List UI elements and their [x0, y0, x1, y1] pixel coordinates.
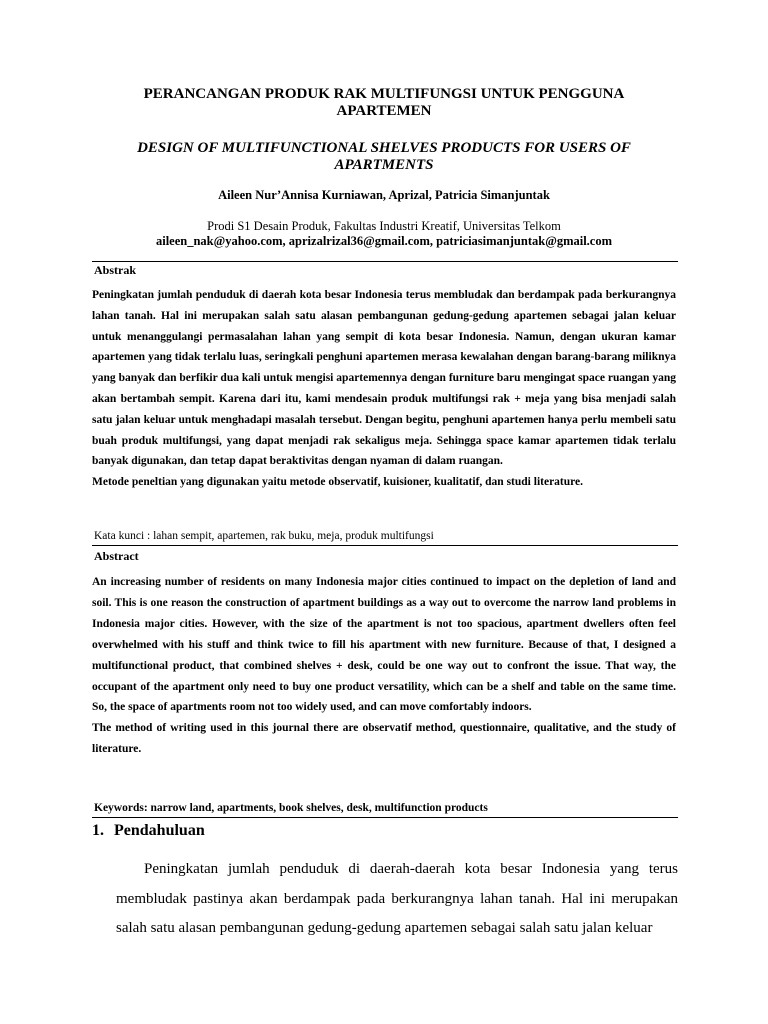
paper-subtitle: DESIGN OF MULTIFUNCTIONAL SHELVES PRODUCTS FOR USERS OF APARTMENTS: [137, 140, 631, 173]
section-number: 1.: [92, 822, 104, 839]
author-emails: aileen_nak@yahoo.com, aprizalrizal36@gmail.com, patriciasimanjuntak@gmail.com: [155, 234, 613, 248]
keywords: Keywords: narrow land, apartments, book shelves, desk, multifunction products: [94, 802, 488, 814]
abstract-paragraph: An increasing number of residents on many Indonesia major cities continued to impact on the depletion of land and soil. This is one reason the construction of apartment buildings as a way out to overcome the narrow land problems in Indonesia major cities. However, with the size of the apartment is not too spacious, apartment dwellers often feel overwhelmed with his stuff and think twice to fill his apartment with new furniture. Because of that, I designed a multifunctional product, that combined shelves + desk, could be one way out to confront the issue. That way, the occupant of the apartment only need to buy one product versatility, which can be a shelf and table on the same time. So, the space of apartments room not too widely used, and can move comfortably indoors.: [92, 576, 676, 714]
affiliation: Prodi S1 Desain Produk, Fakultas Industri Kreatif, Universitas Telkom: [207, 219, 561, 233]
author-list: Aileen Nur’Annisa Kurniawan, Aprizal, Patricia Simanjuntak: [218, 188, 550, 202]
paper-title: PERANCANGAN PRODUK RAK MULTIFUNGSI UNTUK PENGGUNA APARTEMEN: [143, 86, 625, 119]
abstrak-paragraph: Peningkatan jumlah penduduk di daerah kota besar Indonesia terus membludak dan berdampak pada berkurangnya lahan tanah. Hal ini merupakan salah satu alasan pembangunan gedung-gedung apartemen sebagai jalan keluar untuk menanggulangi permasalahan lahan yang sempit di kota besar Indonesia. Namun, dengan ukuran kamar apartemen yang tidak terlalu luas, seringkali penghuni apartemen merasa kewalahan dengan barang-barang miliknya yang banyak dan berfikir dua kali untuk mengisi apartemennya dengan furniture baru mengingat space ruangan yang akan bertambah sempit. Karena dari itu, kami mendesain produk multifungsi rak + meja yang bisa menjadi salah satu jalan keluar untuk menghadapi masalah tersebut. Dengan begitu, penghuni apartemen hanya perlu membeli satu buah produk multifungsi, yang dapat menjadi rak sekaligus meja. Sehingga space kamar apartemen tidak terlalu banyak digunakan, dan tetap dapat beraktivitas dengan nyaman di dalam ruangan.: [92, 289, 676, 468]
section-heading: [92, 822, 205, 840]
abstrak-body: [92, 285, 676, 493]
abstract-label: Abstract: [94, 549, 139, 563]
section-paragraph: Peningkatan jumlah penduduk di daerah-daerah kota besar Indonesia yang terus membludak pastinya akan berdampak pada berkurangnya lahan tanah. Hal ini merupakan salah satu alasan pembangunan gedung-gedung apartemen sebagai salah satu jalan keluar: [116, 861, 678, 936]
section-title: Pendahuluan: [114, 822, 205, 839]
kata-kunci: Kata kunci : lahan sempit, apartemen, rak buku, meja, produk multifungsi: [94, 530, 434, 542]
divider-top: [92, 261, 678, 262]
abstrak-label: Abstrak: [94, 263, 137, 277]
divider-middle: [92, 545, 678, 546]
abstract-method-paragraph: The method of writing used in this journal there are observatif method, questionnaire, qualitative, and the study of literature.: [92, 722, 676, 756]
abstrak-method-paragraph: Metode peneltian yang digunakan yaitu metode observatif, kuisioner, kualitatif, dan studi literature.: [92, 476, 584, 489]
abstract-body: [92, 572, 676, 760]
divider-bottom: [92, 817, 678, 818]
